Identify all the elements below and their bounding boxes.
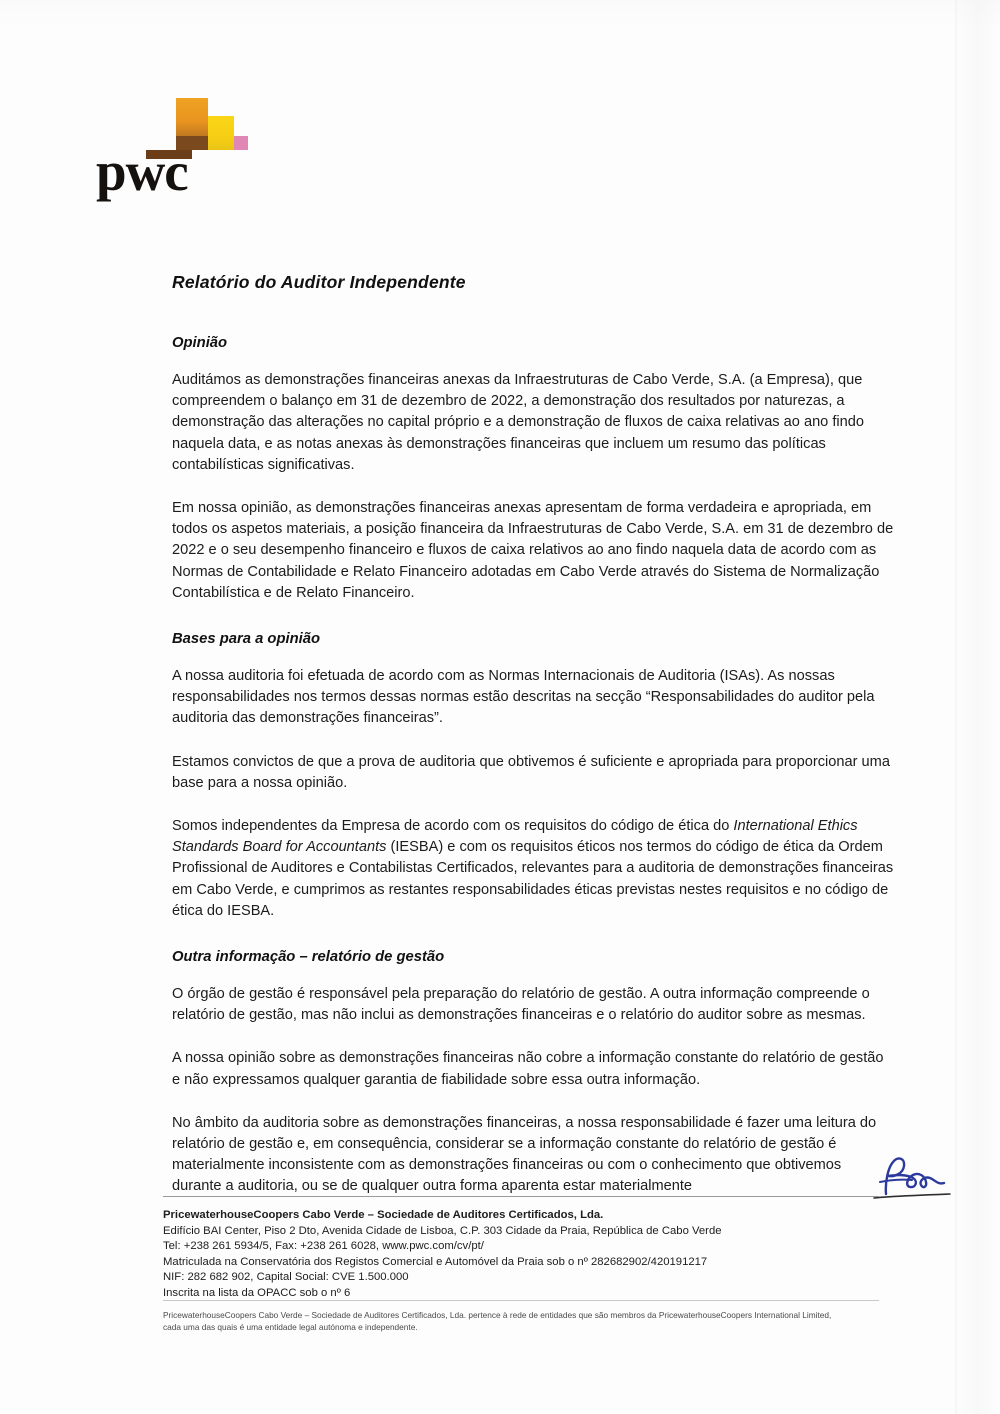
paragraph: O órgão de gestão é responsável pela preparação do relatório de gestão. A outra informação compreende o relatório de gestão, mas não inclui as demonstrações financeiras e o relatório do auditor sobre as mesmas. bbox=[172, 986, 870, 1024]
section-opiniao bbox=[172, 335, 894, 604]
footer-line: PricewaterhouseCoopers Cabo Verde – Sociedade de Auditores Certificados, Lda. bbox=[163, 1209, 604, 1221]
footer-line: Edifício BAI Center, Piso 2 Dto, Avenida Cidade de Lisboa, C.P. 303 Cidade da Praia, República de Cabo Verde bbox=[163, 1224, 722, 1237]
section-outra-informacao bbox=[172, 949, 894, 1198]
paragraph: A nossa opinião sobre as demonstrações financeiras não cobre a informação constante do relatório de gestão e não expressamos qualquer garantia de fiabilidade sobre essa outra informação. bbox=[172, 1050, 884, 1088]
footer-line: Inscrita na lista da OPACC sob o nº 6 bbox=[163, 1286, 351, 1299]
footer-line: Matriculada na Conservatória dos Registos Comercial e Automóvel da Praia sob o nº 282682902/420191217 bbox=[163, 1255, 708, 1268]
pwc-wordmark: pwc bbox=[96, 141, 188, 202]
scan-shading-top bbox=[0, 0, 1000, 30]
section-heading-bases: Bases para a opinião bbox=[172, 631, 321, 648]
paragraph-text-italic: International Ethics Standards Board for Accountants bbox=[172, 818, 858, 856]
footer-divider-secondary bbox=[163, 1300, 879, 1301]
footer-company-details bbox=[163, 1208, 923, 1302]
paragraph: A nossa auditoria foi efetuada de acordo com as Normas Internacionais de Auditoria (ISAs). As nossas responsabilidades nos termos dessas normas estão descritas na secção “Responsabilidades do auditor pela auditoria das demonstrações financeiras”. bbox=[172, 668, 875, 727]
footer-disclaimer bbox=[163, 1310, 923, 1333]
paragraph: Em nossa opinião, as demonstrações financeiras anexas apresentam de forma verdadeira e apropriada, em todos os aspetos materiais, a posição financeira da Infraestruturas de Cabo Verde, S.A. em 31 de dezembro de 2022 e o seu desempenho financeiro e fluxos de caixa relativos ao ano findo naquela data de acordo com as Normas de Contabilidade e Relato Financeiro adotadas em Cabo Verde através do Sistema de Normalização Contabilística e de Relato Financeiro. bbox=[172, 500, 894, 601]
section-heading-outra-informacao: Outra informação – relatório de gestão bbox=[172, 949, 445, 966]
disclaimer-line: cada uma das quais é uma entidade legal autónoma e independente. bbox=[163, 1321, 418, 1332]
disclaimer-line: PricewaterhouseCoopers Cabo Verde – Sociedade de Auditores Certificados, Lda. pertence à rede de entidades que são membros da PricewaterhouseCoopers International Limited, bbox=[163, 1310, 832, 1320]
footer-divider bbox=[163, 1196, 879, 1197]
handwritten-signature bbox=[872, 1152, 962, 1204]
footer-line: Tel: +238 261 5934/5, Fax: +238 261 6028, www.pwc.com/cv/pt/ bbox=[163, 1240, 484, 1253]
paragraph-with-italic bbox=[172, 816, 894, 922]
logo-block-yellow bbox=[208, 116, 234, 150]
paragraph: Estamos convictos de que a prova de auditoria que obtivemos é suficiente e apropriada para proporcionar uma base para a nossa opinião. bbox=[172, 753, 890, 791]
section-heading-opiniao: Opinião bbox=[172, 335, 228, 351]
footer-line: NIF: 282 682 902, Capital Social: CVE 1.500.000 bbox=[163, 1271, 409, 1284]
pwc-logo bbox=[96, 96, 326, 206]
paragraph-text-before: Somos independentes da Empresa de acordo com os requisitos do código de ética do bbox=[172, 818, 734, 835]
section-bases-para-a-opiniao bbox=[172, 631, 894, 922]
paragraph-text-after: (IESBA) e com os requisitos éticos nos termos do código de ética da Ordem Profissional de Auditores e Contabilistas Certificados, relevantes para a auditoria de demonstrações financeiras em Cabo Verde, e cumprimos as restantes responsabilidades éticas previstas nestes requisitos e no código de ética do IESBA. bbox=[172, 839, 894, 919]
paragraph: No âmbito da auditoria sobre as demonstrações financeiras, a nossa responsabilidade é fazer uma leitura do relatório de gestão e, em consequência, considerar se a informação constante do relatório de gestão é materialmente inconsistente com as demonstrações financeiras ou com o conhecimento que obtivemos durante a auditoria, ou se de qualquer outra forma aparenta estar materialmente bbox=[172, 1114, 877, 1195]
document-body bbox=[172, 272, 894, 1198]
page-title: Relatório do Auditor Independente bbox=[172, 272, 466, 292]
paragraph: Auditámos as demonstrações financeiras anexas da Infraestruturas de Cabo Verde, S.A. (a Empresa), que compreendem o balanço em 31 de dezembro de 2022, a demonstração dos resultados por naturezas, a demonstração das alterações no capital próprio e a demonstração de fluxos de caixa relativas ao ano findo naquela data, e as notas anexas às demonstrações financeiras que incluem um resumo das políticas contabilísticas significativas. bbox=[172, 372, 864, 473]
logo-block-pink bbox=[234, 136, 248, 150]
